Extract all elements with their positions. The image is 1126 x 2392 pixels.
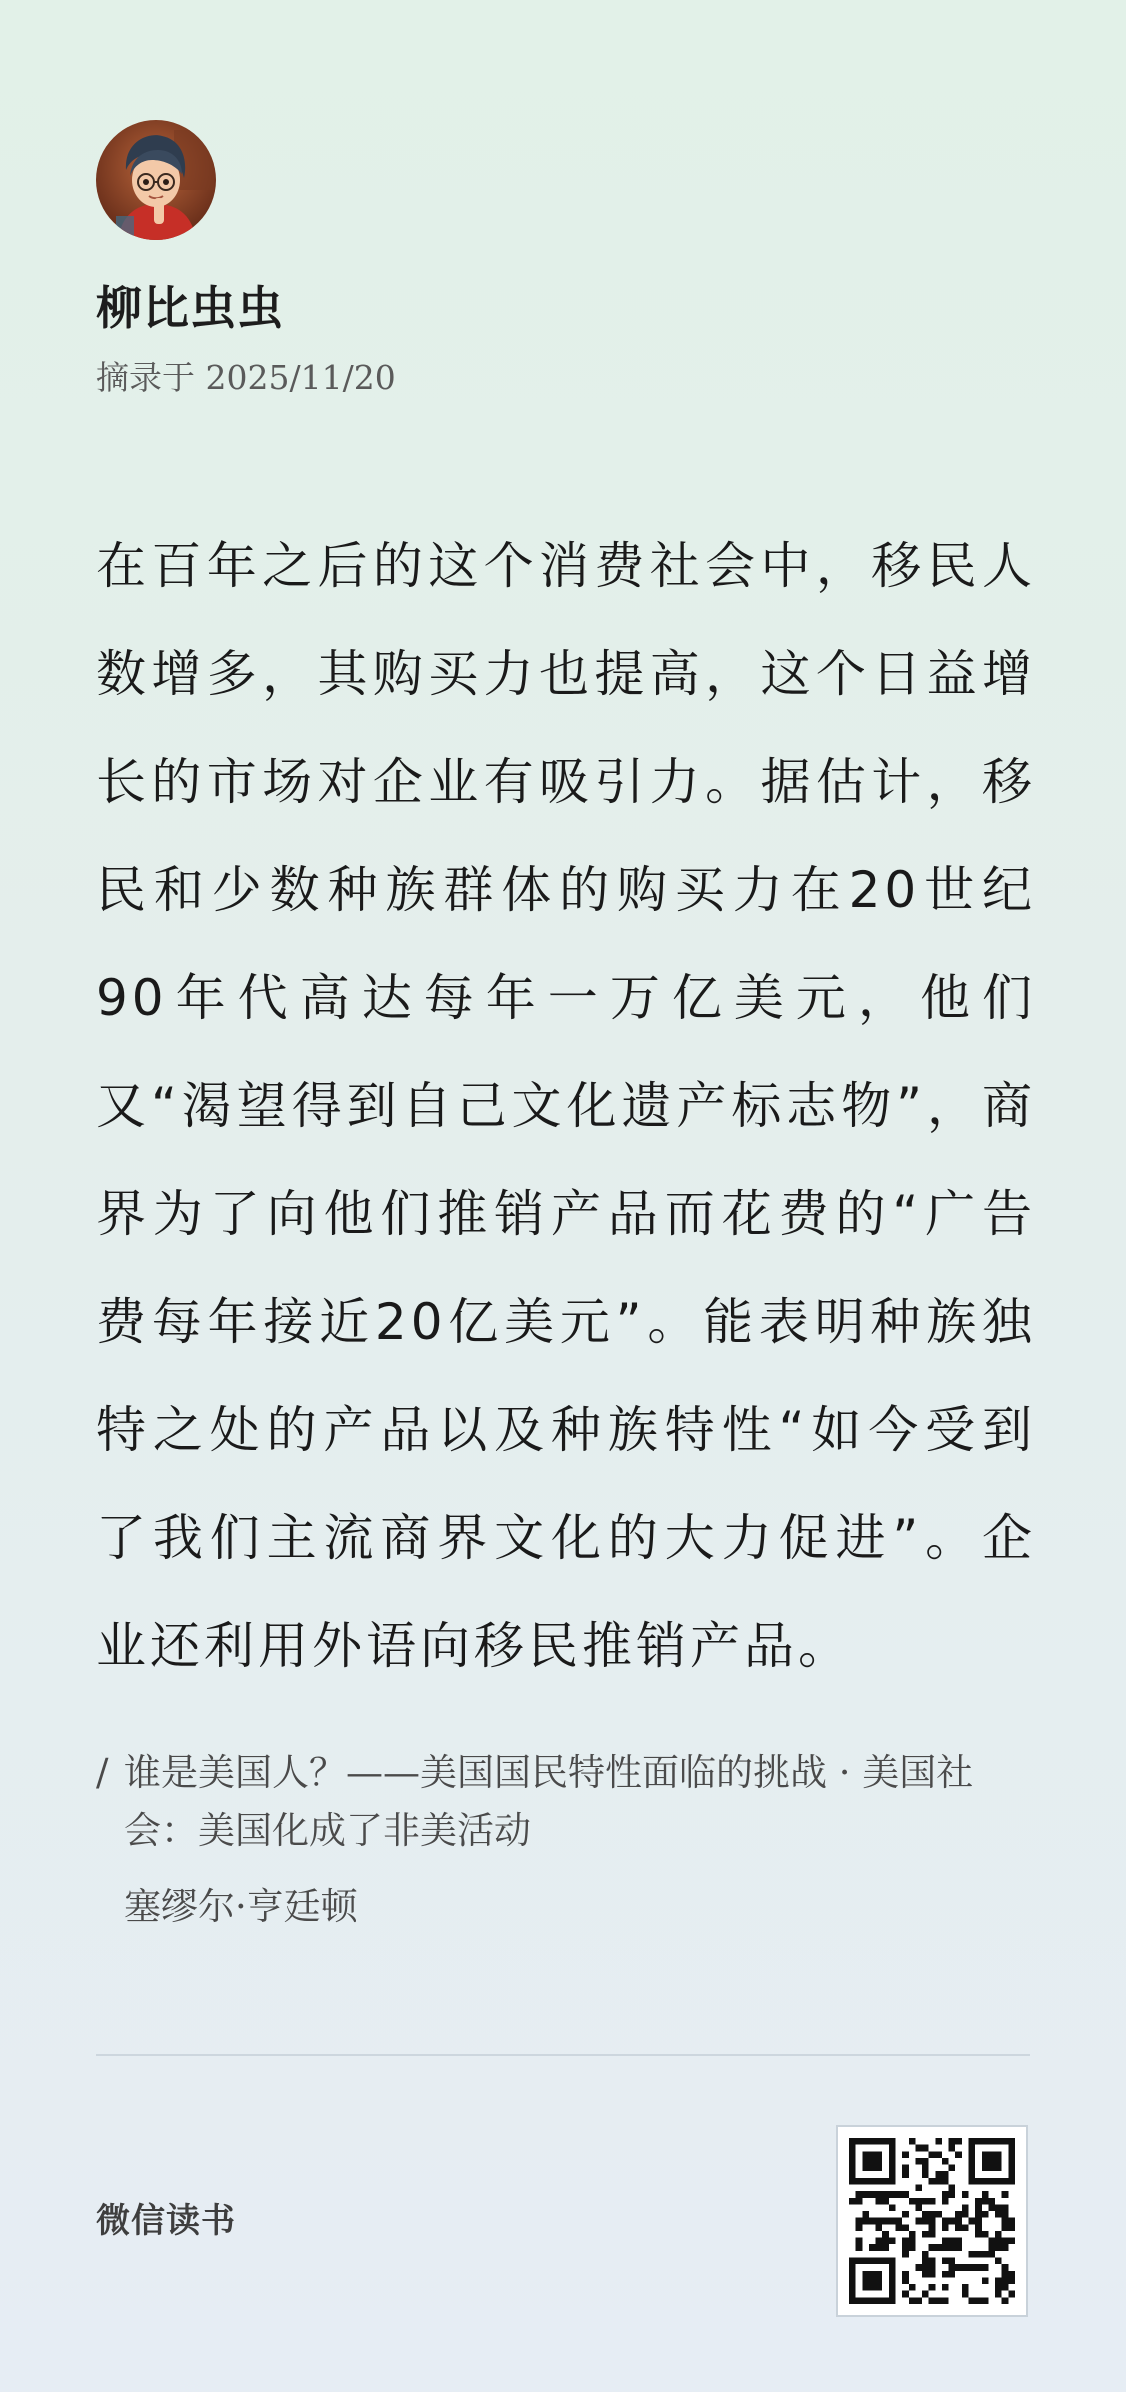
brand-label: 微信读书: [96, 2201, 236, 2241]
user-name: 柳比虫虫: [96, 281, 284, 335]
qr-code-icon: [849, 2138, 1015, 2304]
source-slash: /: [96, 1751, 109, 1794]
book-title[interactable]: 谁是美国人？——美国国民特性面临的挑战 · 美国社会：美国化成了非美活动: [124, 1751, 974, 1852]
footer-divider: [96, 2054, 1030, 2056]
book-source: [96, 1744, 1036, 1936]
avatar-illustration-icon: [96, 120, 216, 240]
qr-code: [836, 2125, 1028, 2317]
book-author: 塞缪尔·亨廷顿: [124, 1885, 358, 1928]
quote-text: 在百年之后的这个消费社会中，移民人数增多，其购买力也提高，这个日益增长的市场对企业有吸引力。据估计，移民和少数种族群体的购买力在20世纪90年代高达每年一万亿美元，他们又“渴望得到自己文化遗产标志物”，商界为了向他们推销产品而花费的“广告费每年接近20亿美元”。能表明种族独特之处的产品以及种族特性“如今受到了我们主流商界文化的大力促进”。企业还利用外语向移民推销产品。: [96, 537, 1036, 1675]
excerpt-date: 摘录于 2025/11/20: [96, 358, 396, 397]
source-line: [96, 1744, 1036, 1860]
user-avatar[interactable]: [96, 120, 216, 240]
